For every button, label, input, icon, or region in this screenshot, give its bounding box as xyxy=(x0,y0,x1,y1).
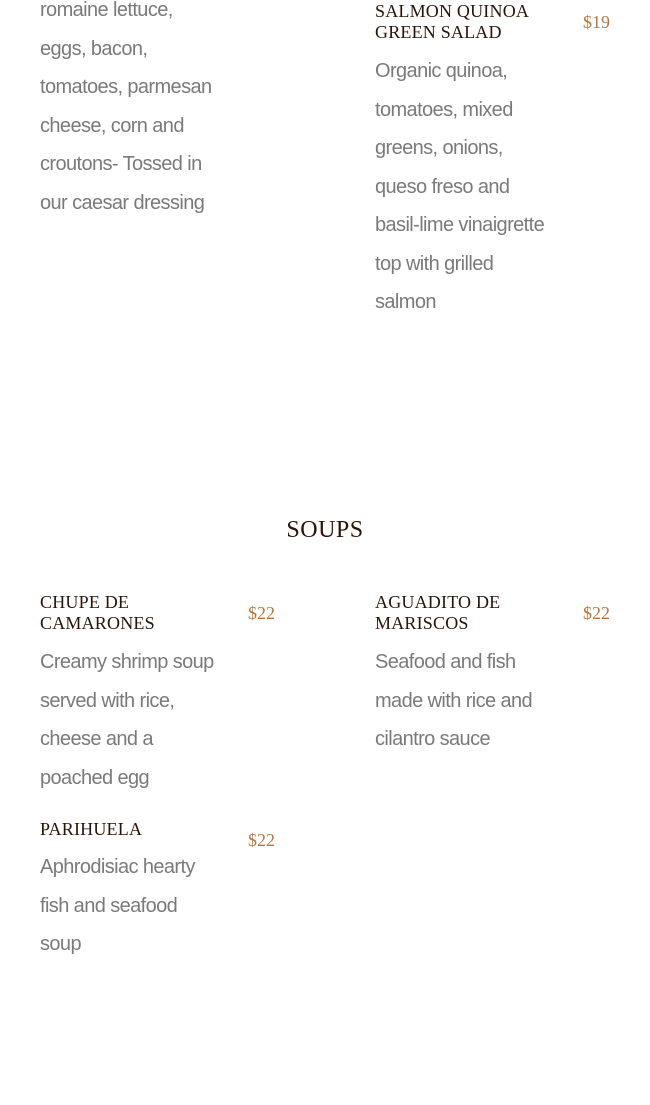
menu-item-name: AGUADITO DE MARISCOS xyxy=(375,592,501,633)
menu-item-price: $22 xyxy=(248,830,275,850)
menu-item-description: Seafood and fish made with rice and cilantro sauce xyxy=(375,651,533,750)
menu-item-price: $19 xyxy=(583,12,610,32)
menu-item-price: $22 xyxy=(583,603,610,623)
menu-item-description: romaine lettuce, eggs, bacon, tomatoes, parmesan cheese, corn and croutons- Tossed in our caesar dressing xyxy=(40,0,212,214)
menu-item-name: CHUPE DE CAMARONES xyxy=(40,592,155,633)
section-title-soups: SOUPS xyxy=(286,517,364,543)
menu-item-description: Creamy shrimp soup served with rice, cheese and a poached egg xyxy=(40,651,214,789)
menu-item-name: PARIHUELA xyxy=(40,819,143,839)
menu-item-price: $22 xyxy=(248,603,275,623)
menu-item-description: Organic quinoa, tomatoes, mixed greens, onions, queso freso and basil-lime vinaigrette top with grilled salmon xyxy=(375,60,545,313)
menu-item-description: Aphrodisiac hearty fish and seafood soup xyxy=(40,856,195,955)
menu-item-name: SALMON QUINOA GREEN SALAD xyxy=(375,1,529,42)
